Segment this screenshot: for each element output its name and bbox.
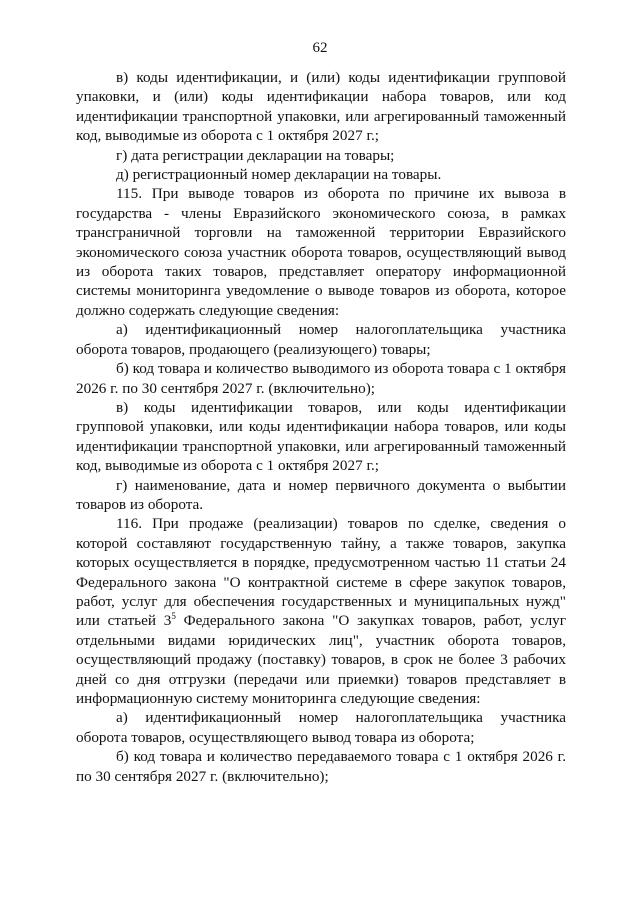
document-body (76, 68, 566, 786)
page-number: 62 (312, 40, 328, 56)
paragraph: б) код товара и количество передаваемого товара с 1 октября 2026 г. по 30 сентября 2027 г. (включительно); (76, 748, 566, 785)
paragraph: а) идентификационный номер налогоплательщика участника оборота товаров, продающего (реализующего) товары; (76, 321, 566, 358)
paragraph-115: 115. При выводе товаров из оборота по причине их вывоза в государства - члены Евразийского экономического союза, в рамках трансграничной торговли на таможенной территории Евразийского экономического союза участник оборота товаров, осуществляющий вывод из оборота таких товаров, представляет оператору информационной системы мониторинга уведомление о выводе товаров из оборота, которое должно содержать следующие сведения: (76, 185, 566, 319)
paragraph-116 (76, 514, 566, 708)
paragraph: а) идентификационный номер налогоплательщика участника оборота товаров, осуществляющего вывод товара из оборота; (76, 709, 566, 746)
paragraph: г) наименование, дата и номер первичного документа о выбытии товаров из оборота. (76, 476, 566, 513)
paragraph-116-text-start: 116. При продаже (реализации) товаров по сделке, сведения о которой составляют государственную тайну, а также товаров, закупка которых осуществляется в порядке, предусмотренном частью 11 статьи 24 Федерального закона "О контрактной системе в сфере закупок товаров, работ, услуг для обеспечения государственных и муниципальных нужд" или статьей 3 (76, 515, 566, 630)
paragraph-116-text-end: Федерального закона "О закупках товаров, работ, услуг отдельными видами юридических лиц", участник оборота товаров, осуществляющий продажу (поставку) товаров, в срок не более 3 рабочих дней со дня отгрузки (передачи или приемки) товаров представляет в информационную систему мониторинга следующие сведения: (76, 612, 566, 707)
paragraph: б) код товара и количество выводимого из оборота товара с 1 октября 2026 г. по 30 сентября 2027 г. (включительно); (76, 360, 566, 397)
paragraph: г) дата регистрации декларации на товары; (116, 146, 395, 164)
superscript: 5 (171, 611, 176, 622)
paragraph: в) коды идентификации, и (или) коды идентификации групповой упаковки, и (или) коды идентификации набора товаров, или код идентификации транспортной упаковки, или агрегированный таможенный код, выводимые из оборота с 1 октября 2027 г.; (76, 69, 566, 145)
paragraph: в) коды идентификации товаров, или коды идентификации групповой упаковки, или коды идентификации набора товаров, или коды идентификации транспортной упаковки, или агрегированный таможенный код, выводимые из оборота с 1 октября 2027 г.; (76, 398, 566, 475)
paragraph: д) регистрационный номер декларации на товары. (116, 166, 442, 184)
